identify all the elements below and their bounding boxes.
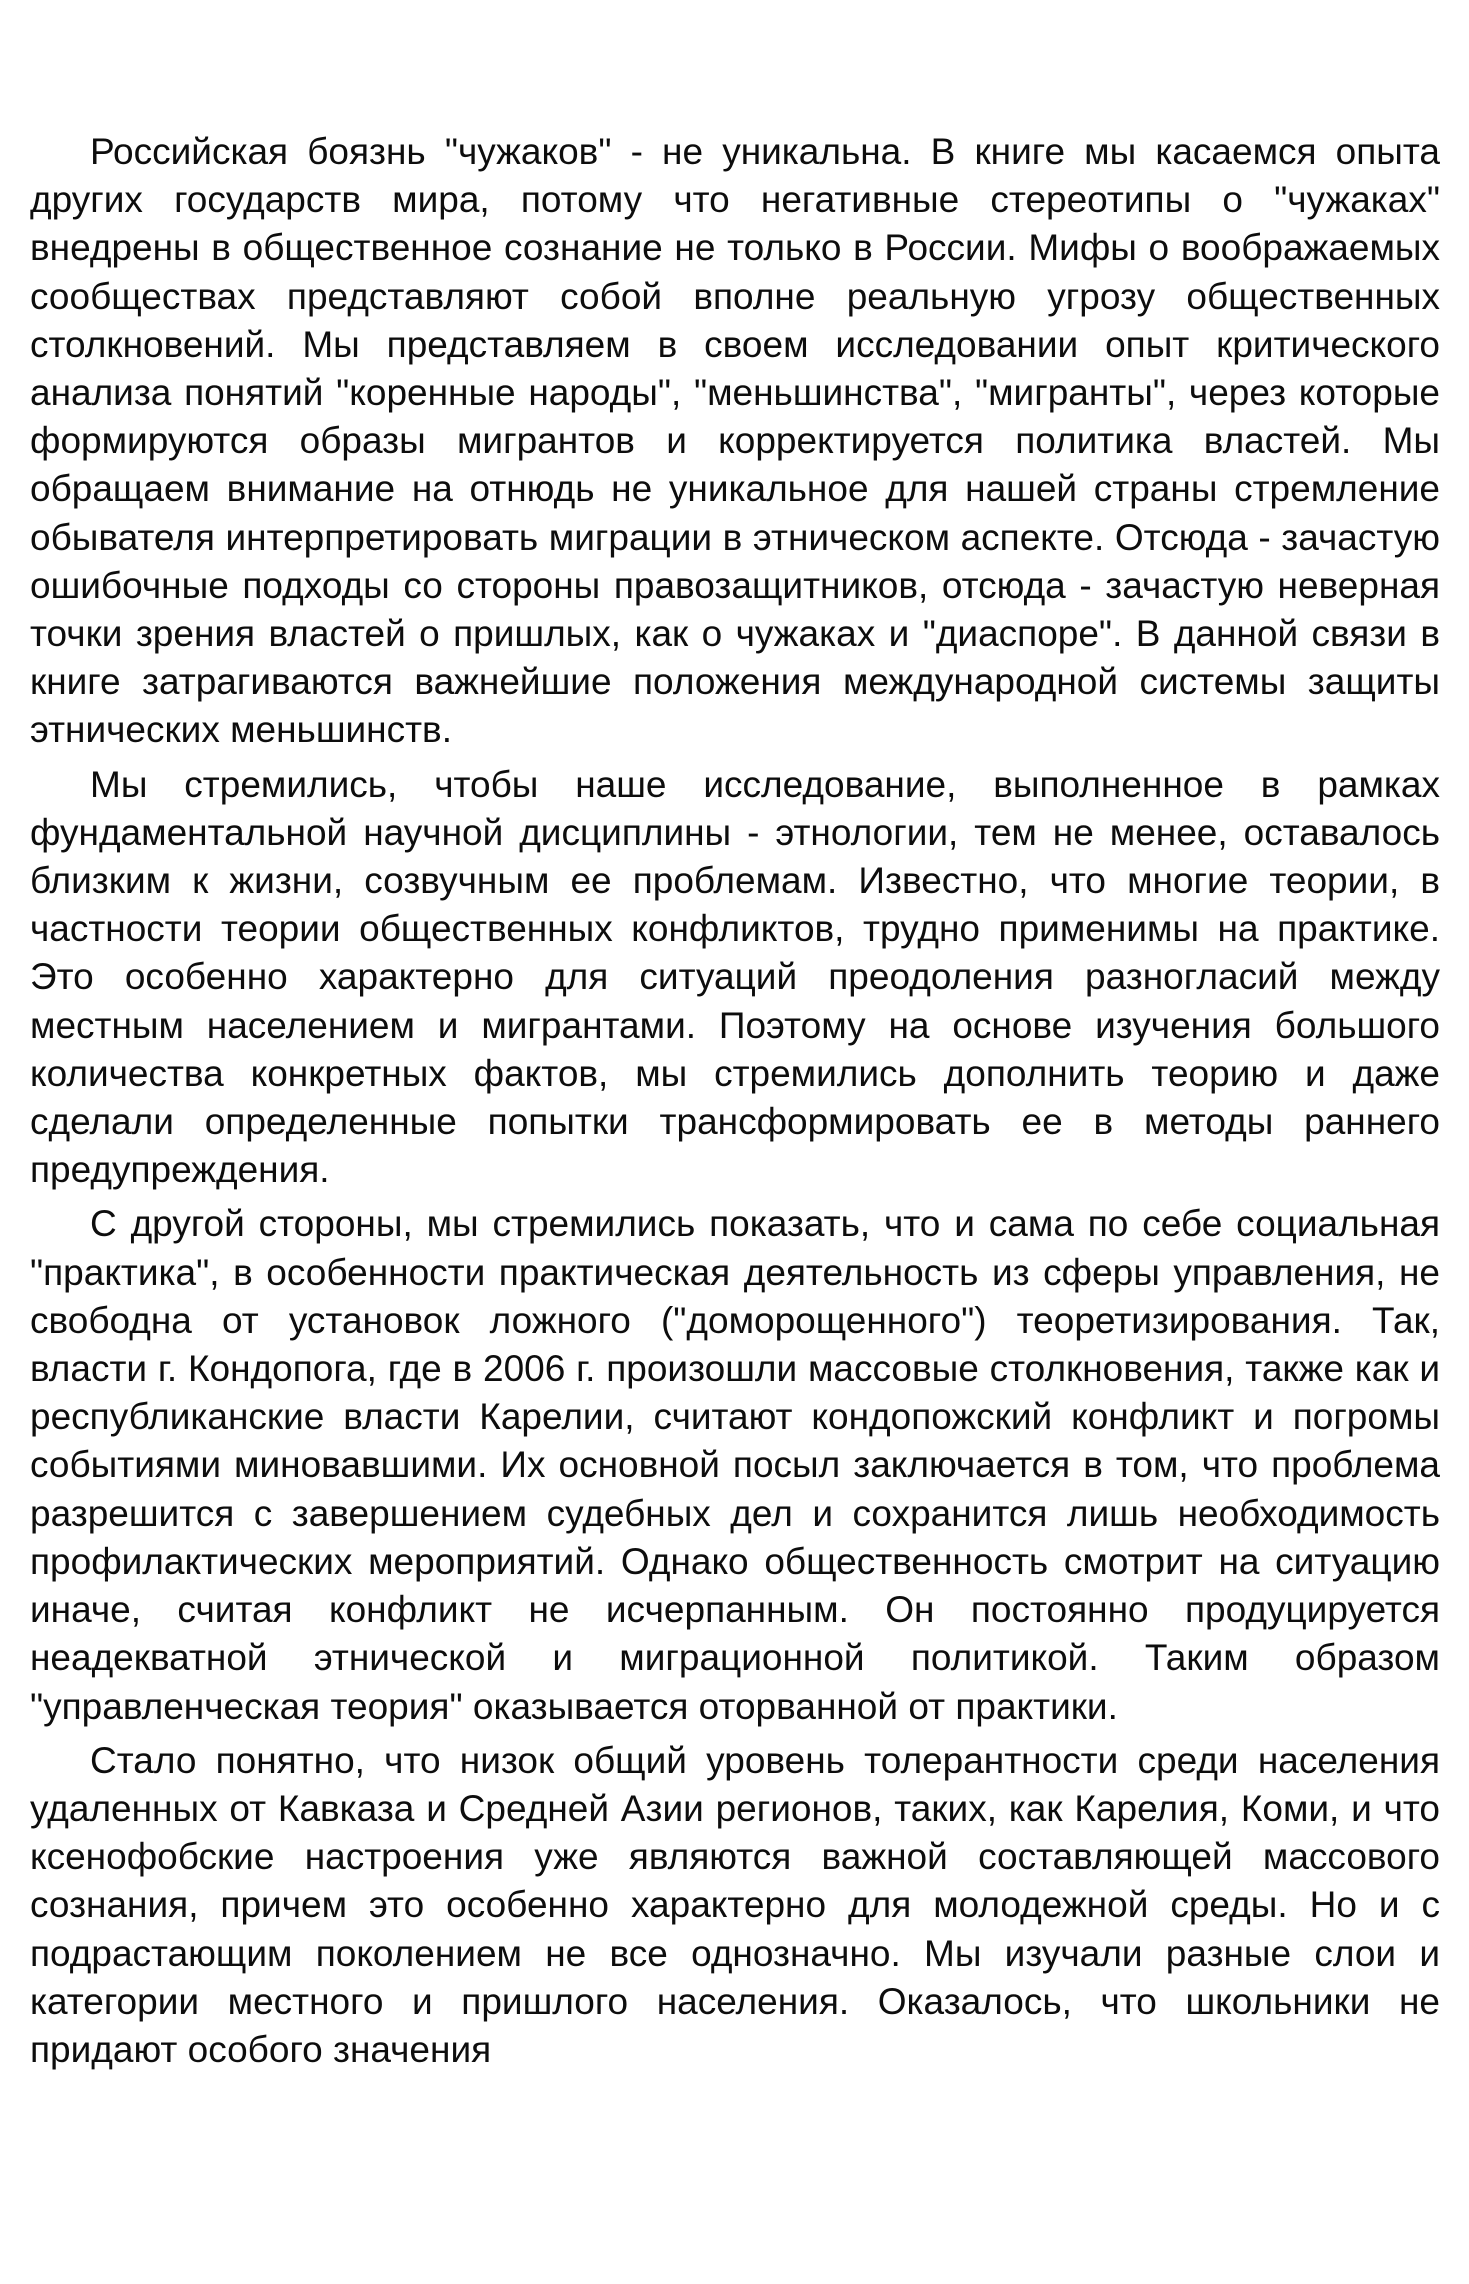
paragraph-1: Российская боязнь "чужаков" - не уникальна. В книге мы касаемся опыта других государств мира, потому что негативные стереотипы о "чужаках" внедрены в общественное сознание не только в России. Мифы о воображаемых сообществах представляют собой вполне реальную угрозу общественных столкновений. Мы представляем в своем исследовании опыт критического анализа понятий "коренные народы", "меньшинства", "мигранты", через которые формируются образы мигрантов и корректируется политика властей. Мы обращаем внимание на отнюдь не уникальное для нашей страны стремление обывателя интерпретировать миграции в этническом аспекте. Отсюда - зачастую ошибочные подходы со стороны правозащитников, отсюда - зачастую неверная точки зрения властей о пришлых, как о чужаках и "диаспоре". В данной связи в книге затрагиваются важнейшие положения международной системы защиты этнических меньшинств. [30, 131, 1440, 751]
document-page [30, 128, 1440, 2074]
paragraph-2: Мы стремились, чтобы наше исследование, выполненное в рамках фундаментальной научной дисциплины - этнологии, тем не менее, оставалось близким к жизни, созвучным ее проблемам. Известно, что многие теории, в частности теории общественных конфликтов, трудно применимы на практике. Это особенно характерно для ситуаций преодоления разногласий между местным населением и мигрантами. Поэтому на основе изучения большого количества конкретных фактов, мы стремились дополнить теорию и даже сделали определенные попытки трансформировать ее в методы раннего предупреждения. [30, 763, 1440, 1191]
paragraph-3: С другой стороны, мы стремились показать, что и сама по себе социальная "практика", в особенности практическая деятельность из сферы управления, не свободна от установок ложного ("доморощенного") теоретизирования. Так, власти г. Кондопога, где в 2006 г. произошли массовые столкновения, также как и республиканские власти Карелии, считают кондопожский конфликт и погромы событиями миновавшими. Их основной посыл заключается в том, что проблема разрешится с завершением судебных дел и сохранится лишь необходимость профилактических мероприятий. Однако общественность смотрит на ситуацию иначе, считая конфликт не исчерпанным. Он постоянно продуцируется неадекватной этнической и миграционной политикой. Таким образом "управленческая теория" оказывается оторванной от практики. [30, 1203, 1440, 1727]
paragraph-4: Стало понятно, что низок общий уровень толерантности среди населения удаленных от Кавказа и Средней Азии регионов, таких, как Карелия, Коми, и что ксенофобские настроения уже являются важной составляющей массового сознания, причем это особенно характерно для молодежной среды. Но и с подрастающим поколением не все однозначно. Мы изучали разные слои и категории местного и пришлого населения. Оказалось, что школьники не придают особого значения [30, 1739, 1440, 2070]
